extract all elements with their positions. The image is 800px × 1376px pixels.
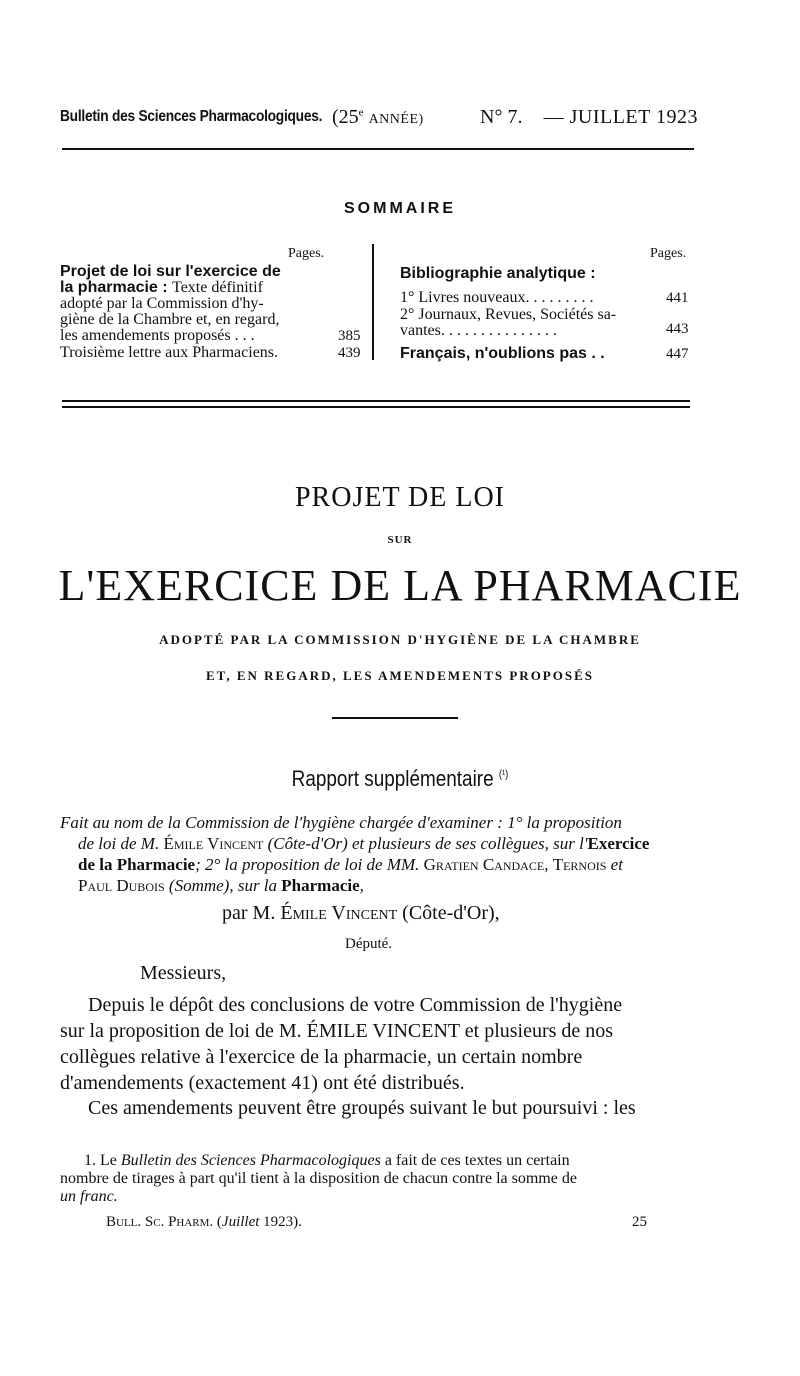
footnote-line-1: 1. Le Bulletin des Sciences Pharmacologiques a fait de ces textes un certain (84, 1152, 570, 1169)
toc-item-journaux-line1: 2° Journaux, Revues, Sociétés sa- (400, 306, 617, 323)
toc-page-447: 447 (666, 346, 689, 362)
toc-item-journaux-line2: vantes. . . . . . . . . . . . . . . (400, 322, 557, 339)
title-sur: SUR (387, 534, 413, 546)
issue-date: — JUILLET 1923 (543, 106, 698, 128)
pages-label-right: Pages. (650, 246, 687, 261)
author-line: par M. Émile Vincent (Côte-d'Or), (222, 902, 500, 924)
main-title: L'EXERCICE DE LA PHARMACIE (58, 561, 742, 610)
body-line-4: d'amendements (exactement 41) ont été distribués. (60, 1072, 465, 1094)
toc-item-projet-line4: giène de la Chambre et, en regard, (60, 311, 280, 328)
footnote-line-3: un franc. (60, 1188, 118, 1205)
year-volume: (25e ANNÉE) (332, 106, 424, 128)
toc-page-385: 385 (338, 328, 361, 344)
page-number: 25 (632, 1214, 647, 1230)
rapport-heading: Rapport supplémentaire $^{(^1)}$ (291, 766, 509, 791)
summary-rule-top (62, 400, 690, 402)
body-line-5: Ces amendements peuvent être groupés suivant le but poursuivi : les (88, 1097, 636, 1119)
toc-item-livres: 1° Livres nouveaux. . . . . . . . . (400, 289, 594, 306)
toc-item-bibliographie: Bibliographie analytique : (400, 265, 596, 282)
summary-title: SOMMAIRE (344, 200, 456, 217)
toc-item-projet-line2: la pharmacie : Texte définitif (60, 279, 263, 296)
toc-page-443: 443 (666, 321, 689, 337)
footnote-line-2: nombre de tirages à part qu'il tient à la disposition de chacun contre la somme de (60, 1170, 577, 1187)
footnote-marker: (¹) (498, 768, 509, 781)
body-line-1: Depuis le dépôt des conclusions de votre Commission de l'hygiène (88, 994, 623, 1016)
toc-item-lettre: Troisième lettre aux Pharmaciens. (60, 344, 279, 361)
toc-page-439: 439 (338, 345, 361, 361)
pages-label-left: Pages. (288, 246, 325, 261)
toc-item-projet-line3: adopté par la Commission d'hy- (60, 295, 264, 312)
toc-page-441: 441 (666, 290, 689, 306)
journal-name: Bulletin des Sciences Pharmacologiques. (60, 108, 323, 125)
header-rule (62, 148, 694, 150)
summary-column-divider (372, 244, 374, 360)
title-separator (332, 717, 458, 719)
body-line-2: sur la proposition de loi de M. ÉMILE VINCENT et plusieurs de nos (60, 1020, 614, 1042)
author-role: Député. (345, 936, 393, 952)
title-projet-de-loi: PROJET DE LOI (294, 482, 506, 513)
title-subtitle-line1: ADOPTÉ PAR LA COMMISSION D'HYGIÈNE DE LA CHAMBRE (159, 632, 641, 647)
issue-number: N° 7. (480, 106, 523, 128)
running-header (60, 106, 698, 134)
summary-rule-bottom (62, 406, 690, 408)
salutation: Messieurs, (140, 962, 227, 984)
toc-item-projet-line1: Projet de loi sur l'exercice de (60, 263, 281, 280)
toc-item-francais: Français, n'oublions pas . . (400, 345, 605, 362)
title-subtitle-line2: ET, EN REGARD, LES AMENDEMENTS PROPOSÉS (205, 668, 594, 683)
citation-footer: Bull. Sc. Pharm. (Juillet 1923). (106, 1214, 302, 1230)
body-line-3: collègues relative à l'exercice de la pharmacie, un certain nombre (60, 1046, 583, 1068)
toc-item-projet-line5: les amendements proposés . . . (60, 327, 255, 344)
